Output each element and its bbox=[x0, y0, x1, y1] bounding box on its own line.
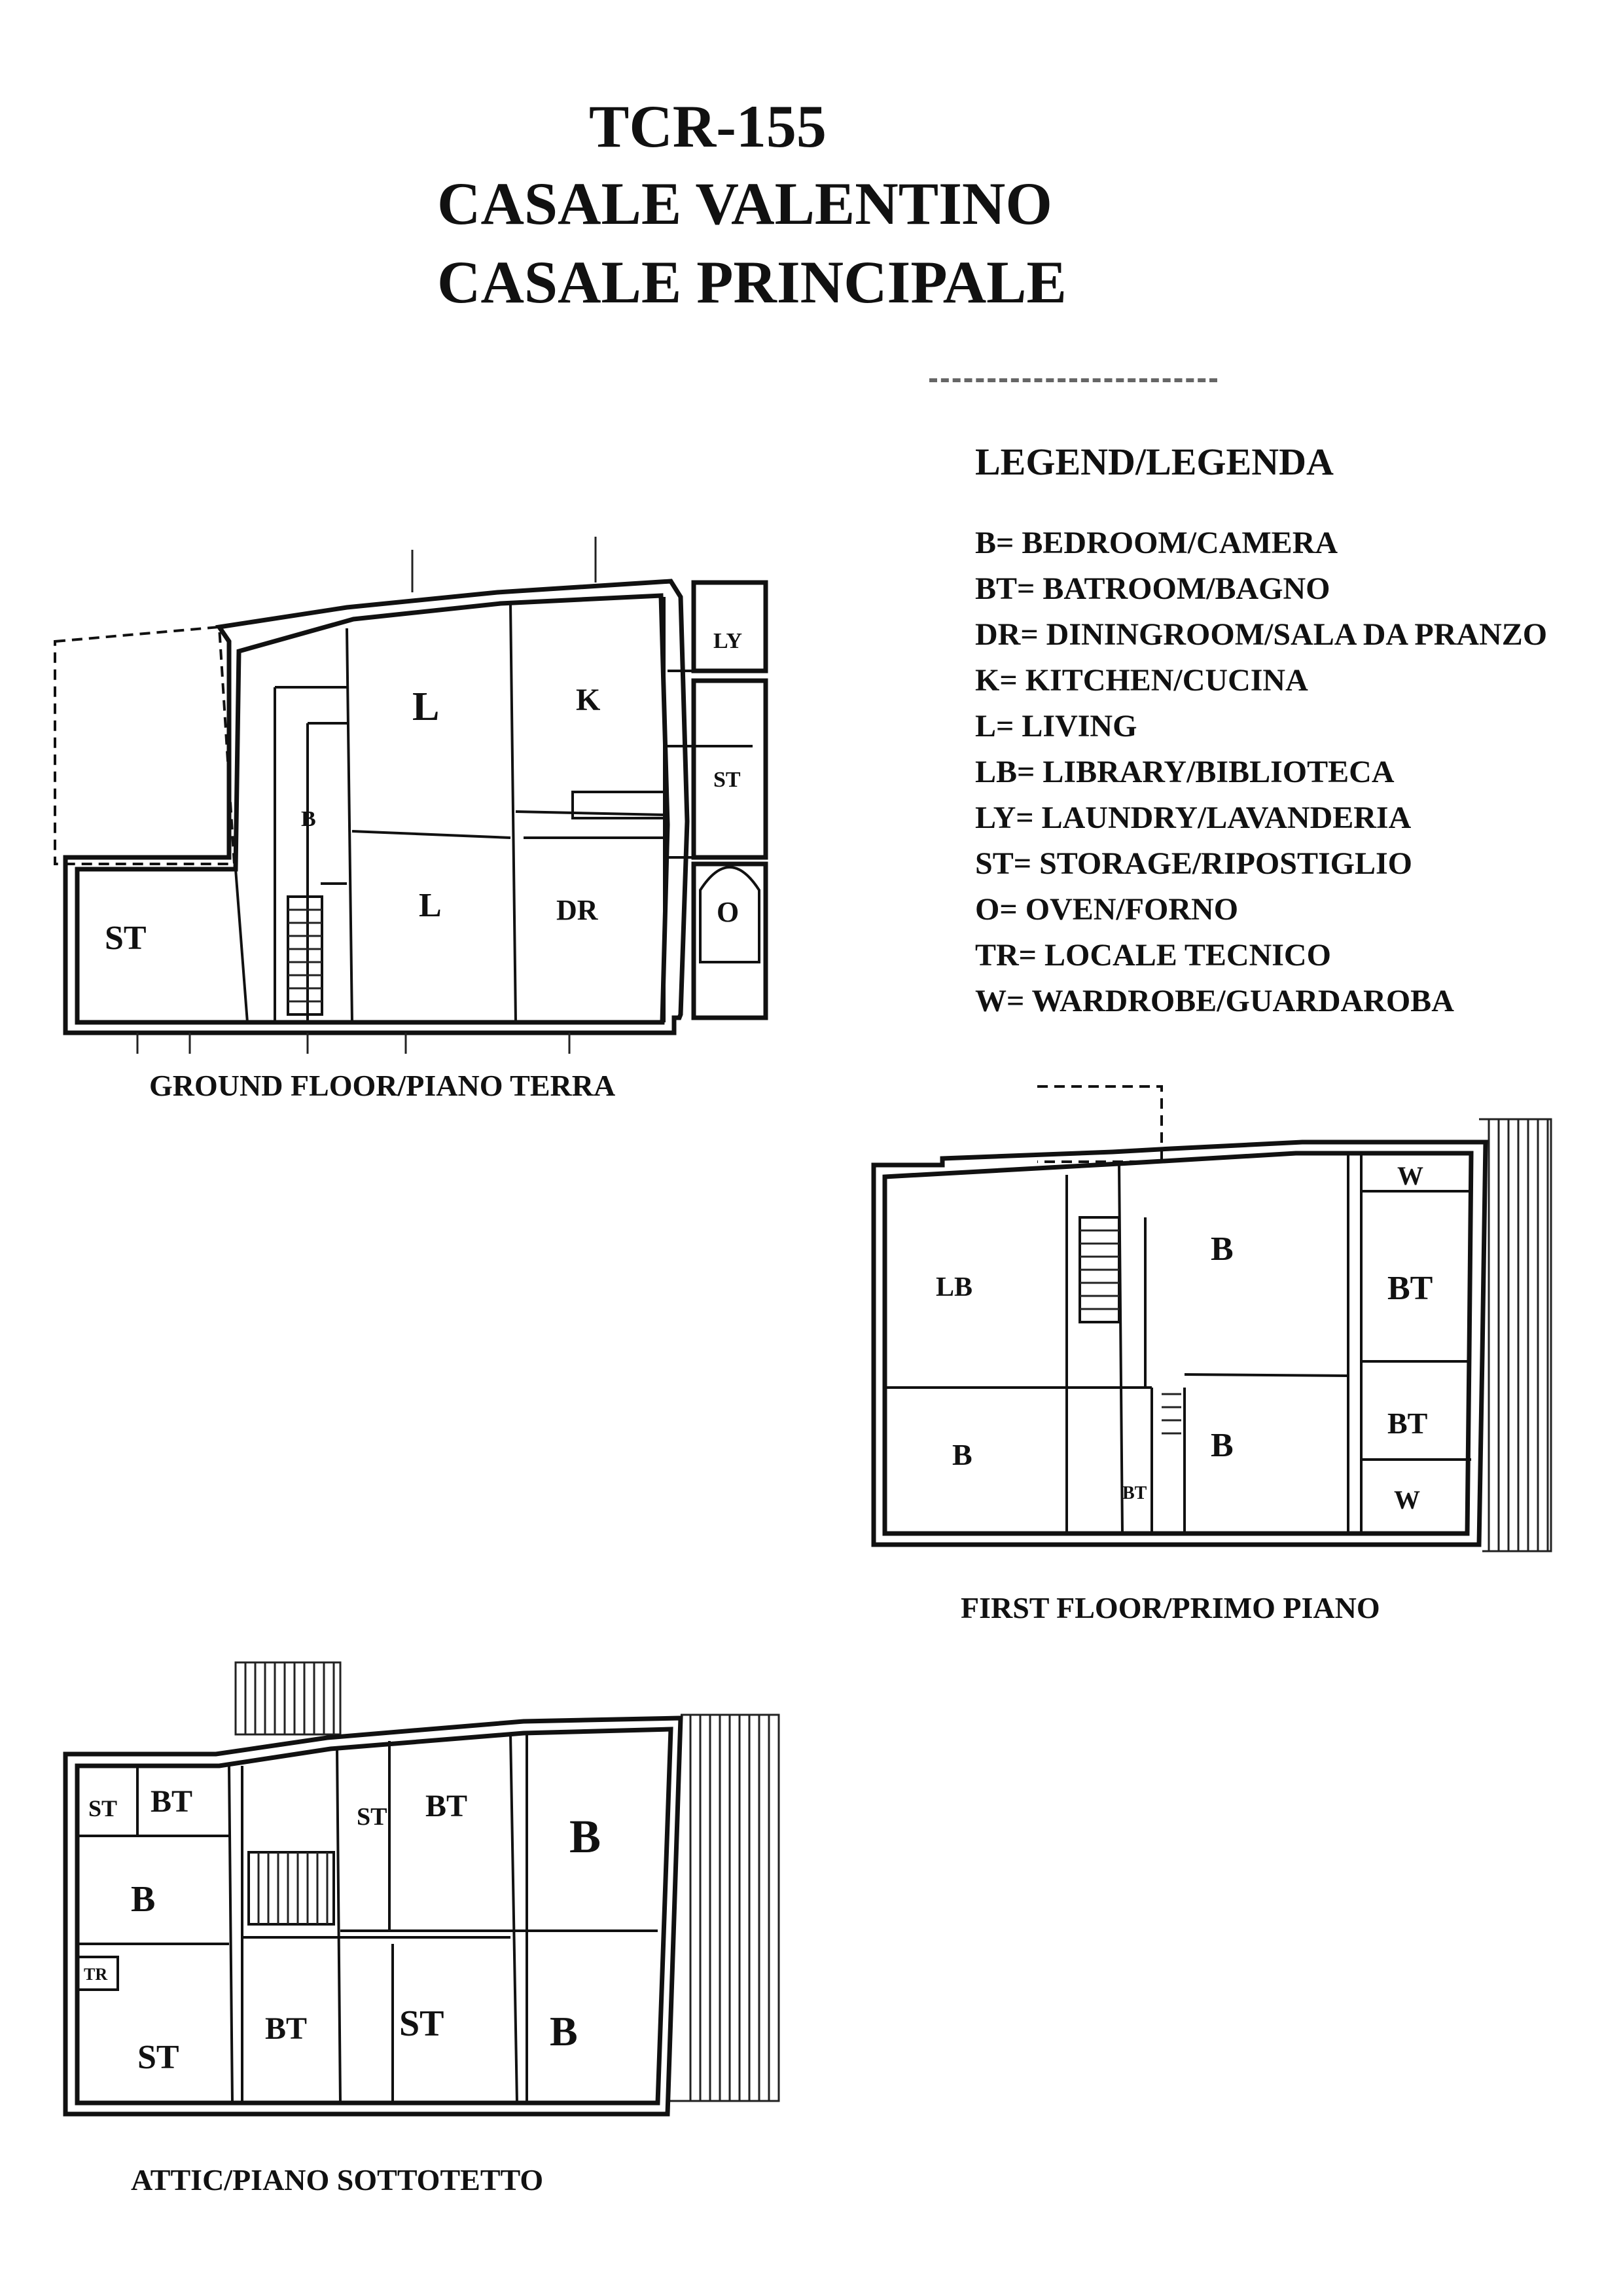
room-label: W bbox=[1394, 1485, 1420, 1515]
room-label: B bbox=[550, 2008, 578, 2054]
room-label: B bbox=[1211, 1230, 1234, 1268]
outer-wall-inner bbox=[77, 596, 668, 1022]
staircase bbox=[1080, 1217, 1181, 1433]
legend-item: LB= LIBRARY/BIBLIOTECA bbox=[975, 755, 1395, 789]
room-label: TR bbox=[84, 1965, 108, 1984]
room-label: DR bbox=[556, 894, 598, 926]
ground-floor-caption: GROUND FLOOR/PIANO TERRA bbox=[149, 1069, 616, 1102]
room-label: B bbox=[952, 1438, 972, 1471]
room-label: ST bbox=[399, 2003, 444, 2044]
room-label: ST bbox=[357, 1803, 387, 1831]
legend-item: L= LIVING bbox=[975, 709, 1137, 744]
property-name: CASALE VALENTINO bbox=[437, 170, 1052, 237]
legend-item: LY= LAUNDRY/LAVANDERIA bbox=[975, 800, 1412, 835]
interior-wall bbox=[885, 1153, 1471, 1534]
room-label: B bbox=[301, 807, 316, 831]
room-label: B bbox=[131, 1879, 156, 1920]
legend-item: DR= DININGROOM/SALA DA PRANZO bbox=[975, 617, 1548, 652]
attic-caption: ATTIC/PIANO SOTTOTETTO bbox=[131, 2163, 544, 2197]
building-subtitle: CASALE PRINCIPALE bbox=[437, 249, 1067, 315]
room-label: BT bbox=[1122, 1483, 1147, 1503]
first-floor-caption: FIRST FLOOR/PRIMO PIANO bbox=[961, 1591, 1380, 1624]
room-label: O bbox=[717, 896, 740, 928]
room-label: LB bbox=[936, 1272, 973, 1302]
room-label: L bbox=[419, 887, 442, 924]
room-label: ST bbox=[105, 920, 147, 957]
room-label: ST bbox=[137, 2039, 179, 2076]
legend-heading: LEGEND/LEGENDA bbox=[975, 440, 1334, 483]
room-label: BT bbox=[1387, 1270, 1433, 1307]
roof-hatch bbox=[236, 1662, 340, 1734]
room-label: B bbox=[1211, 1427, 1234, 1464]
room-label: ST bbox=[713, 768, 741, 792]
room-label: BT bbox=[151, 1784, 193, 1819]
room-label: K bbox=[576, 683, 601, 717]
legend-item: B= BEDROOM/CAMERA bbox=[975, 526, 1338, 560]
scan-artifact bbox=[929, 378, 1217, 386]
staircase bbox=[288, 897, 322, 1014]
room-label: B bbox=[569, 1810, 601, 1863]
room-label: L bbox=[412, 685, 440, 729]
legend-item: TR= LOCALE TECNICO bbox=[975, 938, 1331, 973]
legend-item: ST= STORAGE/RIPOSTIGLIO bbox=[975, 846, 1413, 881]
room-label: BT bbox=[425, 1789, 468, 1823]
outer-wall-inner bbox=[885, 1153, 1471, 1534]
terrace-outline bbox=[55, 627, 234, 864]
room-label: W bbox=[1397, 1161, 1423, 1191]
outer-wall bbox=[65, 581, 687, 1033]
window-marks bbox=[137, 537, 596, 1054]
legend-item: W= WARDROBE/GUARDAROBA bbox=[975, 984, 1454, 1018]
attic-plan bbox=[52, 1656, 825, 2134]
first-floor-plan bbox=[844, 1080, 1584, 1558]
legend-list bbox=[975, 520, 1547, 1024]
outer-wall bbox=[874, 1142, 1486, 1545]
room-label: LY bbox=[713, 629, 743, 653]
room-label: BT bbox=[265, 2011, 308, 2046]
legend-item: K= KITCHEN/CUCINA bbox=[975, 663, 1308, 698]
terrain-hatch bbox=[668, 1715, 779, 2101]
staircase bbox=[249, 1852, 334, 1924]
ground-floor-plan bbox=[39, 530, 812, 1054]
legend-item: O= OVEN/FORNO bbox=[975, 892, 1239, 927]
property-code: TCR-155 bbox=[589, 93, 827, 160]
terrain-hatch bbox=[1479, 1119, 1551, 1551]
legend-item: BT= BATROOM/BAGNO bbox=[975, 571, 1330, 606]
room-label: ST bbox=[88, 1795, 118, 1821]
room-label: BT bbox=[1387, 1407, 1428, 1440]
